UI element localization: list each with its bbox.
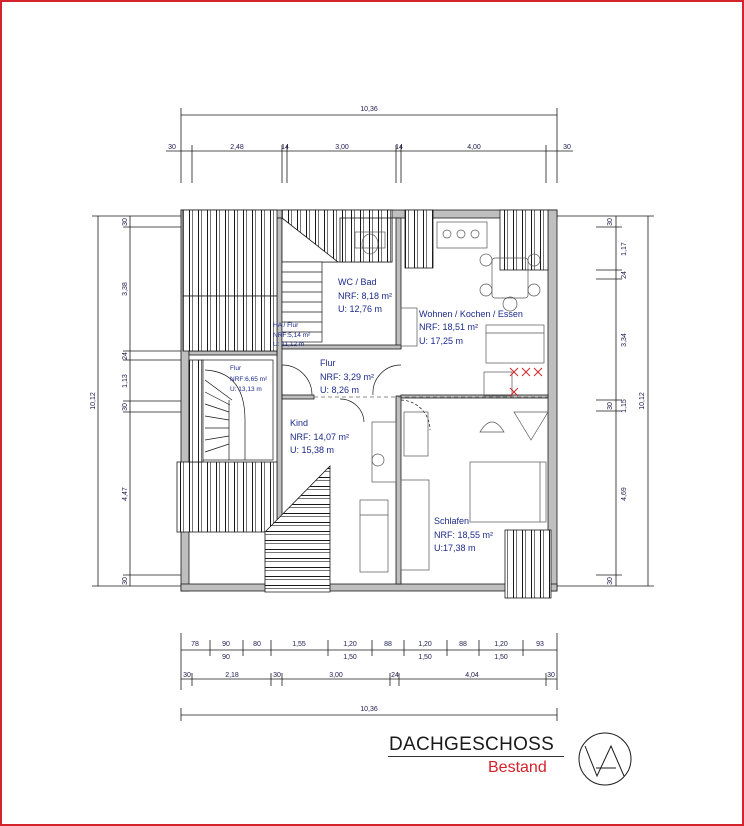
room-nrf: NRF:6,65 m² [230,376,268,383]
room-nrf: NRF: 18,55 m² [434,530,494,540]
room-name: Wohnen / Kochen / Essen [419,309,523,319]
dim-top-total: 10,36 [360,106,378,113]
room-u: U: 8,26 m [320,385,360,395]
dim-bottom-seg2: 30 [547,672,555,679]
dim-top-seg: 3,00 [335,144,349,151]
dim-bottom-seg: 80 [253,641,261,648]
room-u: U: 13,13 m [230,386,262,393]
dim-bottom-seg2: 30 [273,672,281,679]
room-u: U: 12,76 m [338,304,383,314]
room-name: HA / Flur [273,322,299,329]
room-u: U: 11,12 m [273,341,305,348]
room-wc-bad [338,277,392,314]
plan-title: DACHGESCHOSS [389,734,555,755]
dim-right-seg: 4,69 [621,487,628,501]
dim-top-seg: 14 [395,144,403,151]
room-schlafen [434,516,493,553]
title-underline [388,756,564,757]
top-dimensions [166,108,573,183]
dim-bottom-seg: 1,20 [418,641,432,648]
dim-bottom-sub: 1,50 [494,654,508,661]
dim-right-seg: 1,17 [621,242,628,256]
room-u: U: 17,25 m [419,336,464,346]
dim-top-seg: 14 [281,144,289,151]
dim-top-seg: 30 [168,144,176,151]
dim-left-seg: 30 [122,577,129,585]
dim-bottom-seg2: 4,04 [465,672,479,679]
dim-left-total: 10,12 [90,392,97,410]
left-dimensions [92,216,183,586]
dim-right-seg: 30 [607,577,614,585]
room-nrf: NRF: 8,18 m² [338,291,393,301]
dim-bottom-seg: 88 [459,641,467,648]
room-nrf: NRF:5,14 m² [273,332,311,339]
room-wohnen [419,309,523,346]
room-nrf: NRF: 3,29 m² [320,372,375,382]
chimney-markers [510,368,542,396]
room-name: Flur [230,365,242,372]
dim-top-seg: 4,00 [467,144,481,151]
room-nrf: NRF: 14,07 m² [290,432,350,442]
dim-bottom-seg: 1,20 [494,641,508,648]
dim-bottom-seg2: 30 [183,672,191,679]
room-flur [320,358,374,395]
room-u: U:17,38 m [434,543,476,553]
dim-right-seg: 1,15 [621,399,628,413]
room-name: WC / Bad [338,277,377,287]
dim-left-seg: 1,13 [122,374,129,388]
dim-left-seg: 24 [122,352,129,360]
plan-subtitle: Bestand [488,759,547,776]
dim-bottom-seg: 1,20 [343,641,357,648]
room-name: Flur [320,358,336,368]
dim-bottom-seg: 88 [384,641,392,648]
dim-left-seg: 4,47 [122,487,129,501]
dim-bottom-seg: 1,55 [292,641,306,648]
dim-right-seg: 24 [621,271,628,279]
dim-right-seg: 30 [607,402,614,410]
north-arrow-icon [579,733,631,785]
dim-bottom-seg2: 24 [391,672,399,679]
room-kind [290,418,349,455]
room-name: Schlafen [434,516,470,526]
dim-bottom-seg2: 3,00 [329,672,343,679]
dim-bottom-seg2: 2,18 [225,672,239,679]
dim-left-seg: 30 [122,403,129,411]
room-u: U: 15,38 m [290,445,335,455]
dim-bottom-seg: 78 [191,641,199,648]
dim-top-seg: 30 [563,144,571,151]
dim-left-seg: 30 [122,218,129,226]
dim-right-seg: 30 [607,218,614,226]
room-name: Kind [290,418,309,428]
dim-right-total: 10,12 [639,392,646,410]
room-nrf: NRF: 18,51 m² [419,322,479,332]
dim-right-seg: 3,34 [621,333,628,347]
dim-top-seg: 2,48 [230,144,244,151]
dim-bottom-total: 10,36 [360,706,378,713]
dim-bottom-seg: 93 [536,641,544,648]
dim-bottom-sub: 1,50 [343,654,357,661]
dim-left-seg: 3,38 [122,282,129,296]
dim-bottom-seg: 90 [222,641,230,648]
dim-bottom-sub: 90 [222,654,230,661]
dim-bottom-sub: 1,50 [418,654,432,661]
